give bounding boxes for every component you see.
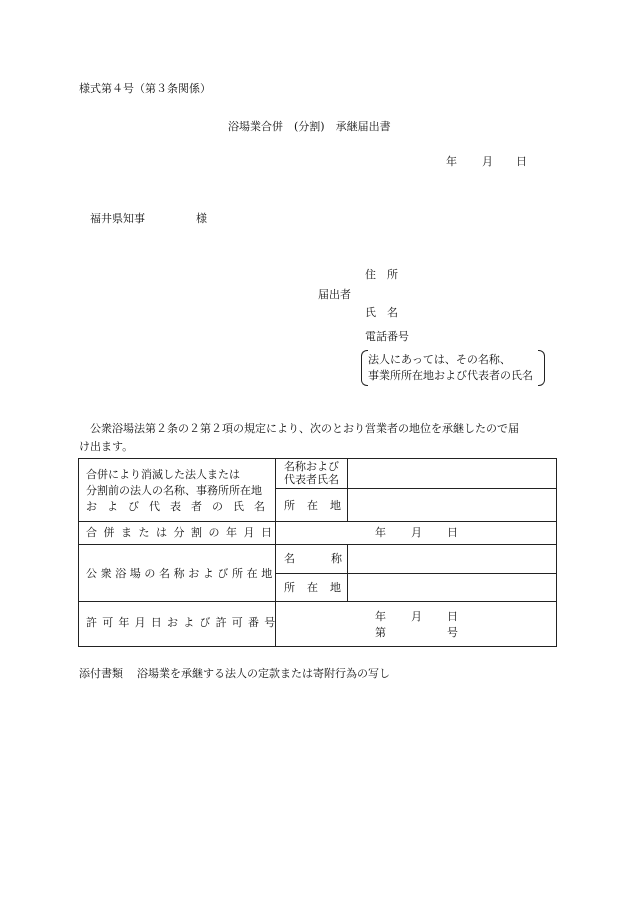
row3-sub2: 所在地 <box>284 581 353 594</box>
row1-sub2: 所在地 <box>284 499 353 512</box>
row1-sub1-line2: 代表者氏名 <box>284 473 339 486</box>
document-title: 浴場業合併 (分割) 承継届出書 <box>228 120 391 133</box>
row-divider-2 <box>79 544 556 545</box>
row3-sub1: 名称 <box>284 552 378 565</box>
attachment-text: 浴場業を承継する法人の定款または寄附行為の写し <box>137 667 390 680</box>
corporate-note-line2: 事業所所在地および代表者の氏名 <box>368 369 533 382</box>
row1-label-line1: 合併により消滅した法人または <box>86 468 240 481</box>
row-divider-1 <box>79 521 556 522</box>
addressee-honorific: 様 <box>196 212 207 225</box>
row1-sub1-line1: 名称および <box>284 460 339 473</box>
statement-line2: け出ます。 <box>79 440 134 453</box>
row4-number-prefix: 第 <box>375 626 386 639</box>
row3-label: 公衆浴場の名称および所在地 <box>86 567 276 580</box>
applicant-name-label: 氏 名 <box>365 306 398 319</box>
row4-year: 年 <box>375 610 386 623</box>
row2-year: 年 <box>375 526 386 539</box>
date-month: 月 <box>482 155 493 168</box>
date-day: 日 <box>516 155 527 168</box>
row4-day: 日 <box>447 610 458 623</box>
row3-sub-divider <box>275 573 556 574</box>
applicant-phone-label: 電話番号 <box>365 330 409 343</box>
corporate-note-line1: 法人にあっては、その名称、 <box>368 353 511 366</box>
bracket-right <box>538 350 545 386</box>
addressee-name: 福井県知事 <box>90 212 145 225</box>
succession-form-table <box>78 458 557 647</box>
row4-number-suffix: 号 <box>447 626 458 639</box>
row-divider-3 <box>79 601 556 602</box>
row2-label: 合併または分割の年月日 <box>86 526 279 539</box>
attachment-label: 添付書類 <box>79 667 123 680</box>
statement-line1: 公衆浴場法第２条の２第２項の規定により、次のとおり営業者の地位を承継したので届 <box>90 422 519 435</box>
row1-sub-divider <box>275 488 556 489</box>
bracket-left <box>361 350 368 386</box>
row1-label-line3: および代表者の氏名 <box>86 500 275 513</box>
date-year: 年 <box>446 155 457 168</box>
applicant-label: 届出者 <box>318 288 351 301</box>
row4-month: 月 <box>411 610 422 623</box>
corporate-note-bracket <box>361 350 545 386</box>
applicant-address-label: 住 所 <box>365 268 398 281</box>
row1-label-line2: 分割前の法人の名称、事務所所在地 <box>86 484 262 497</box>
form-number: 様式第４号（第３条関係） <box>79 82 211 95</box>
row2-day: 日 <box>447 526 458 539</box>
row2-month: 月 <box>411 526 422 539</box>
row4-label: 許可年月日および許可番号 <box>86 616 281 629</box>
